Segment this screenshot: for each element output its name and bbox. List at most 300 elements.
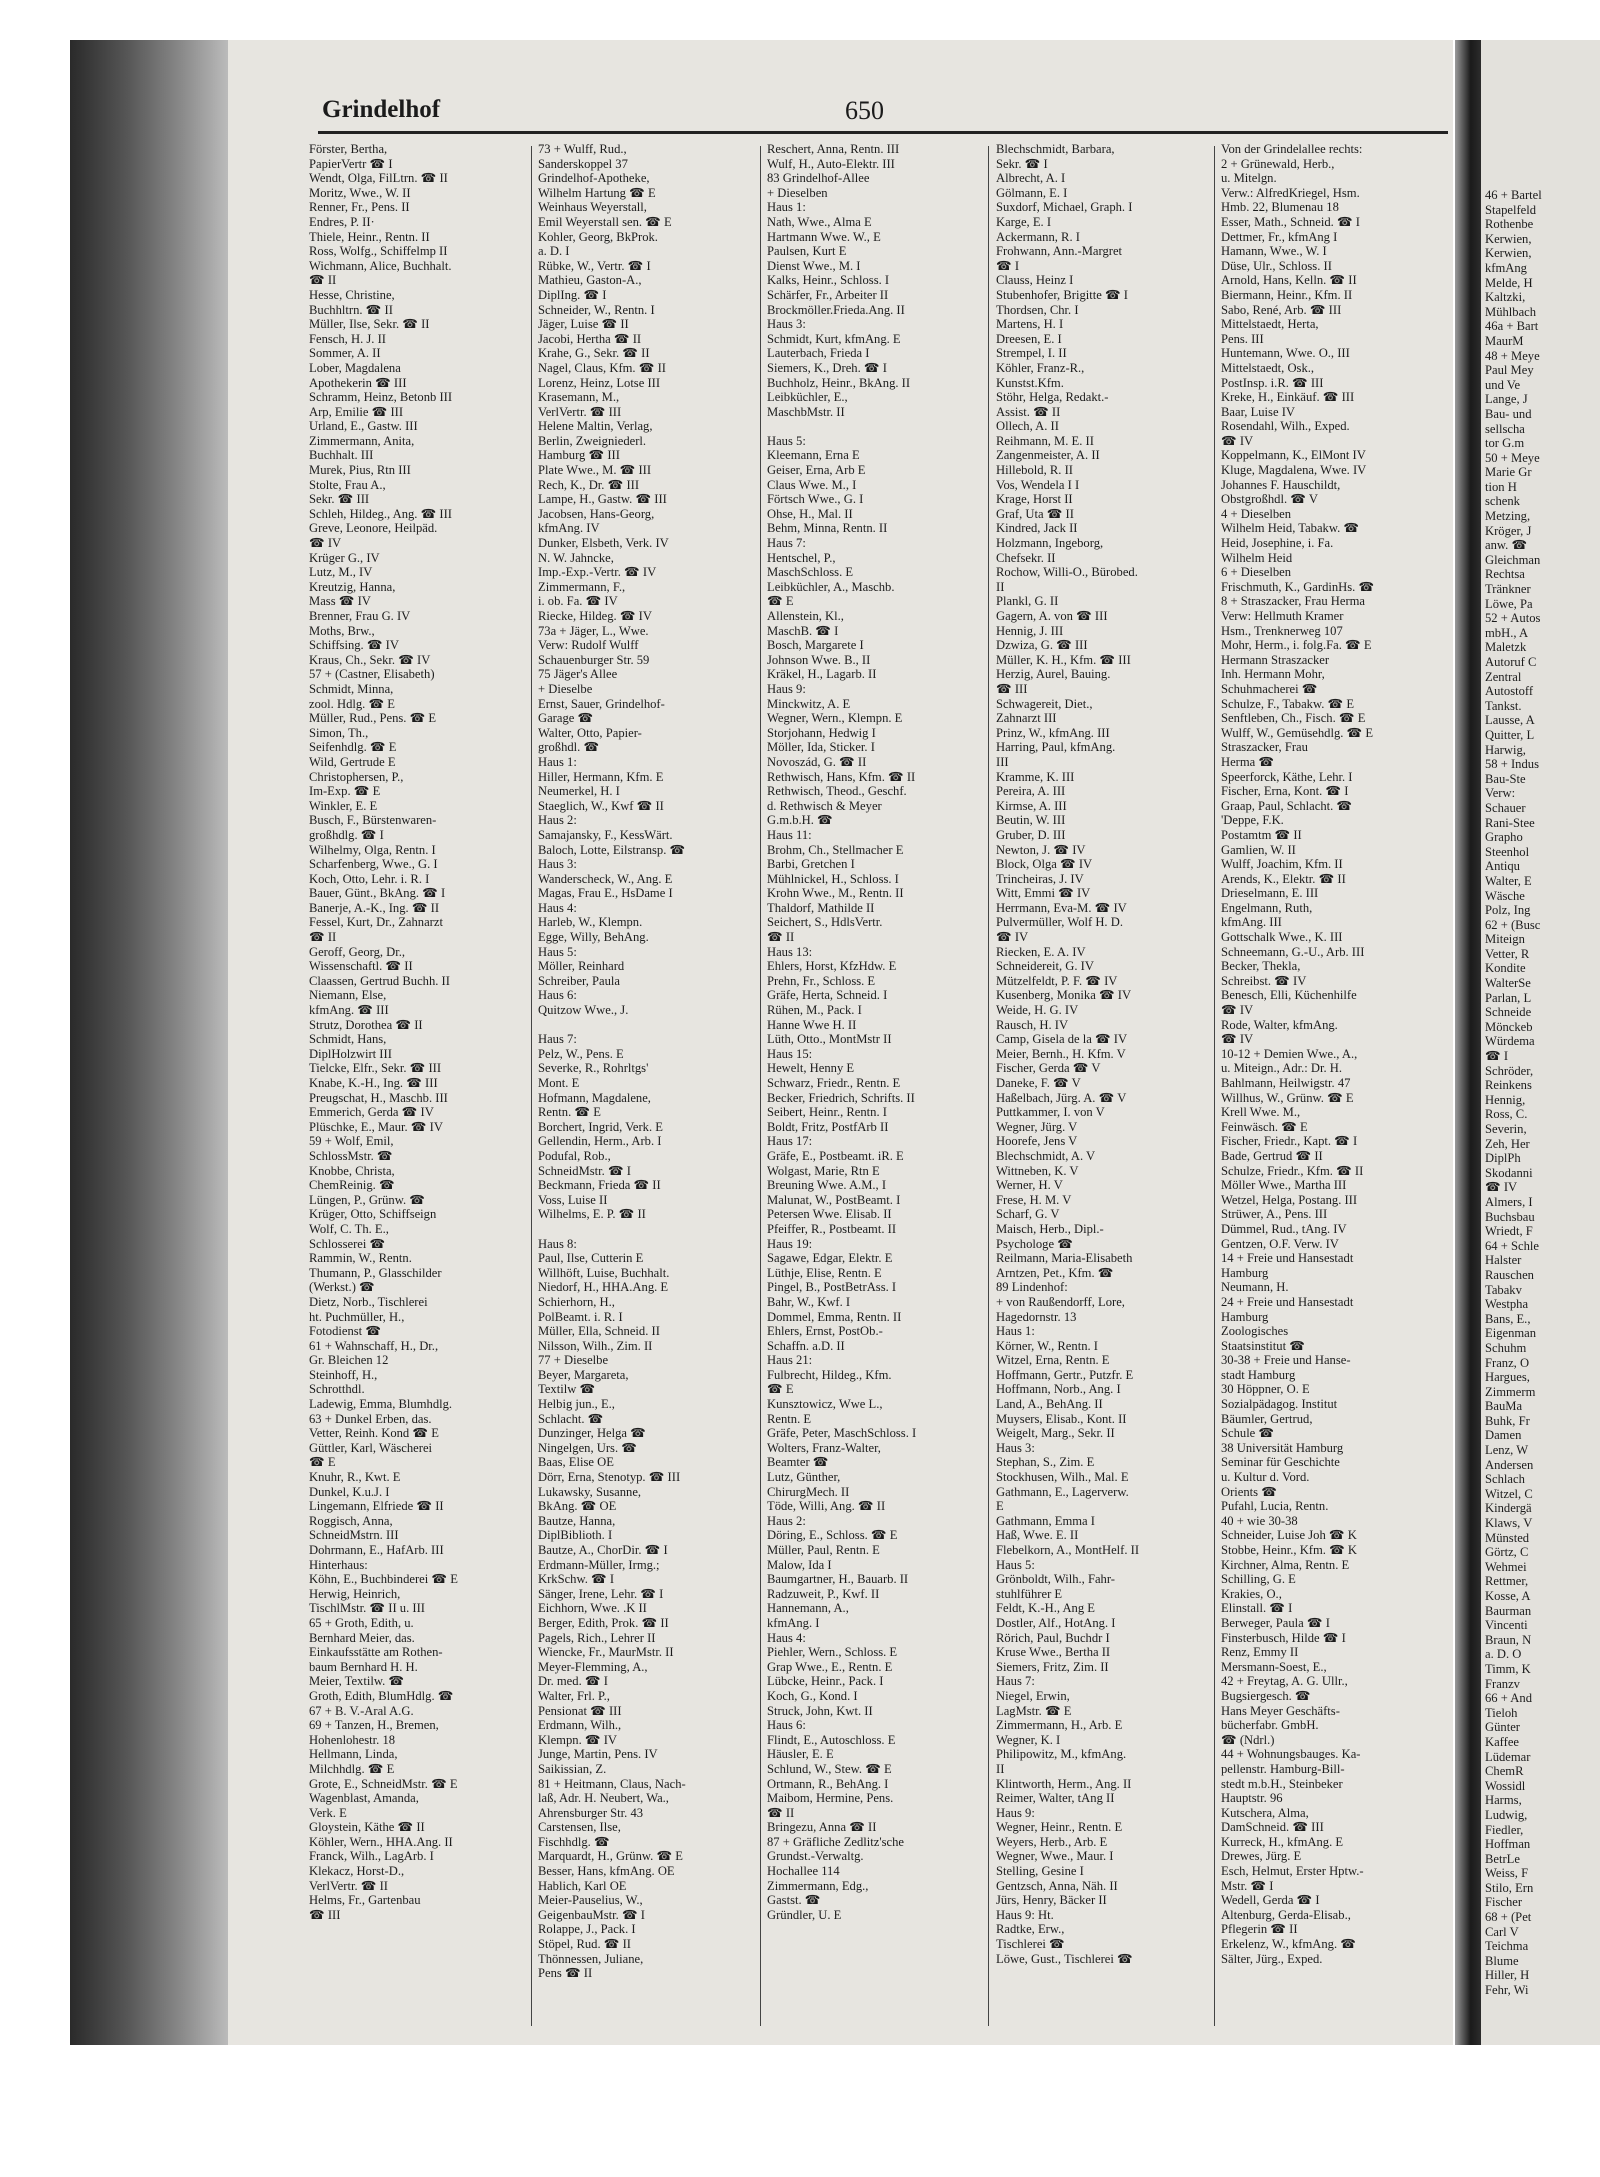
directory-entry-line: Schmidt, Hans, bbox=[309, 1032, 387, 1047]
directory-entry-line: Rettmer, bbox=[1485, 1574, 1529, 1589]
directory-entry-line: Haus 9: bbox=[996, 1805, 1035, 1820]
directory-entry-line: Drewes, Jürg. E bbox=[1221, 1849, 1302, 1864]
directory-entry-line: Verw: Hellmuth Kramer bbox=[1221, 609, 1344, 623]
directory-entry-line: 77 + Dieselbe bbox=[538, 1353, 609, 1368]
directory-entry-line: Beamter ☎ bbox=[767, 1455, 829, 1470]
directory-entry-line: Malow, Ida I bbox=[767, 1557, 832, 1572]
directory-entry-line: Krahe, G., Sekr. ☎ II bbox=[538, 346, 650, 361]
directory-entry-line: Feinwäsch. ☎ E bbox=[1221, 1119, 1308, 1134]
directory-columns bbox=[309, 142, 1449, 2022]
directory-entry-line: Kröger, J bbox=[1485, 523, 1532, 538]
directory-entry-line: DiplBiblioth. I bbox=[538, 1528, 613, 1543]
directory-entry-line: Huntemann, Wwe. O., III bbox=[1221, 346, 1350, 361]
directory-entry-line: Häusler, E. E bbox=[767, 1747, 834, 1762]
directory-entry-line: Land, A., BehAng. II bbox=[996, 1397, 1103, 1412]
directory-entry-line: Harring, Paul, kfmAng. bbox=[996, 740, 1116, 755]
directory-entry-line: Autoruf C bbox=[1485, 655, 1537, 669]
directory-entry-line: Saikissian, Z. bbox=[538, 1761, 607, 1776]
directory-entry-line: Von der Grindelallee rechts: bbox=[1221, 142, 1363, 156]
directory-entry-line: 44 + Wohnungsbauges. Ka- bbox=[1221, 1747, 1361, 1762]
directory-entry-line: Almers, I bbox=[1485, 1194, 1533, 1209]
directory-entry-line: Psychologe ☎ bbox=[996, 1236, 1073, 1251]
directory-entry-line: Graap, Paul, Schlacht. ☎ bbox=[1221, 798, 1353, 813]
directory-entry-line: Bäumler, Gertrud, bbox=[1221, 1411, 1313, 1426]
directory-entry-line: Dienst Wwe., M. I bbox=[767, 258, 861, 273]
directory-entry-line: großhdlg. ☎ I bbox=[309, 827, 384, 842]
directory-entry-line: Stephan, S., Zim. E bbox=[996, 1455, 1095, 1470]
directory-entry-line: Pagels, Rich., Lehrer II bbox=[538, 1630, 656, 1645]
directory-entry-line: Claassen, Gertrud Buchh. II bbox=[309, 973, 450, 988]
directory-entry-line: Haus 6: bbox=[538, 988, 577, 1003]
directory-entry-line: Riecken, E. A. IV bbox=[996, 944, 1086, 959]
directory-entry-line: stadt Hamburg bbox=[1221, 1367, 1296, 1382]
directory-entry-line: Kirmse, A. III bbox=[996, 798, 1067, 813]
directory-entry-line: 4 + Dieselben bbox=[1221, 506, 1292, 521]
directory-entry-line: Boldt, Fritz, PostfArb II bbox=[767, 1119, 889, 1134]
directory-entry-line: Schule ☎ bbox=[1221, 1426, 1275, 1441]
directory-entry-line: Mathieu, Gaston-A., bbox=[538, 273, 642, 288]
directory-entry-line: Wegner, Jürg. V bbox=[996, 1119, 1078, 1134]
directory-entry-line: Hannemann, A., bbox=[767, 1601, 849, 1616]
directory-entry-line: Sekr. ☎ III bbox=[309, 492, 370, 507]
directory-entry-line: Tankst. bbox=[1485, 698, 1522, 713]
directory-entry-line: Sälter, Jürg., Exped. bbox=[1221, 1951, 1323, 1966]
directory-entry-line: Hennig, bbox=[1485, 1092, 1526, 1107]
directory-entry-line: Kurreck, H., kfmAng. E bbox=[1221, 1834, 1344, 1849]
directory-entry-line: Gentzen, O.F. Verw. IV bbox=[1221, 1236, 1339, 1251]
directory-entry-line: Verk. E bbox=[309, 1805, 347, 1820]
directory-entry-line: Fischer, Gerda ☎ V bbox=[996, 1061, 1101, 1076]
directory-entry-line: Wegner, K. I bbox=[996, 1732, 1061, 1747]
directory-entry-line: Sozialpädagog. Institut bbox=[1221, 1397, 1338, 1412]
directory-entry-line: Albrecht, A. I bbox=[996, 171, 1066, 186]
directory-entry-line: Tränkner bbox=[1485, 582, 1531, 597]
directory-entry-line: Seminar für Geschichte bbox=[1221, 1455, 1340, 1470]
directory-entry-line: Pereira, A. III bbox=[996, 784, 1066, 799]
directory-entry-line: Erkelenz, W., kfmAng. ☎ bbox=[1221, 1937, 1356, 1952]
directory-entry-line: Dettmer, Fr., kfmAng I bbox=[1221, 229, 1338, 244]
directory-entry-line: Beckmann, Frieda ☎ II bbox=[538, 1178, 661, 1193]
directory-entry-line: Schreibst. ☎ IV bbox=[1221, 973, 1307, 988]
directory-entry-line: Gamlien, W. II bbox=[1221, 842, 1296, 857]
directory-entry-line: Haus 9: bbox=[767, 681, 806, 696]
directory-entry-line: Scharfenberg, Wwe., G. I bbox=[309, 857, 438, 872]
directory-entry-line: Verw: bbox=[1485, 786, 1516, 801]
directory-entry-line: Arp, Emilie ☎ III bbox=[309, 404, 404, 419]
directory-entry-line: Berweger, Paula ☎ I bbox=[1221, 1615, 1330, 1630]
directory-entry-line: TischlMstr. ☎ II u. III bbox=[309, 1601, 425, 1616]
directory-entry-line: ChemR bbox=[1485, 1764, 1524, 1779]
directory-entry-line: Fensch, H. J. II bbox=[309, 331, 386, 346]
directory-entry-line: Neumann, H. bbox=[1221, 1280, 1289, 1295]
directory-entry-line: Bade, Gertrud ☎ II bbox=[1221, 1148, 1323, 1163]
directory-entry-line: anw. ☎ bbox=[1485, 538, 1528, 553]
directory-entry-line: Kunsztowicz, Wwe L., bbox=[767, 1397, 883, 1412]
directory-entry-line: Kluge, Magdalena, Wwe. IV bbox=[1221, 463, 1367, 478]
directory-entry-line: Franz, O bbox=[1485, 1355, 1530, 1370]
directory-entry-line: Garage ☎ bbox=[538, 711, 594, 726]
directory-entry-line: Radtke, Erw., bbox=[996, 1922, 1065, 1937]
directory-entry-line: Bahr, W., Kwf. I bbox=[767, 1294, 851, 1309]
directory-entry-line: Grönboldt, Wilh., Fahr- bbox=[996, 1572, 1115, 1587]
directory-entry-line: MaschSchloss. E bbox=[767, 565, 854, 580]
directory-entry-line: Lutz, Günther, bbox=[767, 1470, 841, 1485]
directory-entry-line: Stöhr, Helga, Redakt.- bbox=[996, 390, 1109, 405]
directory-entry-line: Wulf, H., Auto-Elektr. III bbox=[767, 156, 895, 171]
directory-entry-line: Frese, H. M. V bbox=[996, 1192, 1072, 1207]
directory-entry-line: Haus 7: bbox=[538, 1032, 577, 1047]
directory-entry-line: Blume bbox=[1485, 1953, 1519, 1968]
directory-entry-line: Meyer-Flemming, A., bbox=[538, 1659, 648, 1674]
directory-entry-line: Dr. med. ☎ I bbox=[538, 1674, 608, 1689]
directory-entry-line: Leibküchler, E., bbox=[767, 390, 848, 405]
directory-entry-line: Haß, Wwe. E. II bbox=[996, 1528, 1079, 1543]
directory-entry-line: Baurman bbox=[1485, 1603, 1532, 1618]
directory-entry-line: Camp, Gisela de la ☎ IV bbox=[996, 1032, 1128, 1047]
directory-entry-line: Hewelt, Henny E bbox=[767, 1061, 855, 1076]
directory-entry-line: Quitzow Wwe., J. bbox=[538, 1003, 629, 1018]
directory-entry-line: Timm, K bbox=[1485, 1661, 1531, 1676]
directory-entry-line: Brohm, Ch., Stellmacher E bbox=[767, 842, 904, 857]
directory-entry-line: SchneidMstrn. III bbox=[309, 1528, 399, 1543]
directory-entry-line: Lausse, A bbox=[1485, 713, 1535, 728]
directory-entry-line: Schneemann, G.-U., Arb. III bbox=[1221, 944, 1365, 959]
directory-entry-line: Mützelfeldt, P. F. ☎ IV bbox=[996, 973, 1118, 988]
directory-entry-line: Schierhorn, H., bbox=[538, 1294, 615, 1309]
directory-entry-line: Nath, Wwe., Alma E bbox=[767, 214, 872, 229]
directory-entry-line: Gräfe, E., Postbeamt. iR. E bbox=[767, 1148, 904, 1163]
directory-entry-line: Hohenlohestr. 18 bbox=[309, 1732, 396, 1747]
directory-entry-line: Baar, Luise IV bbox=[1221, 404, 1295, 419]
directory-entry-line: VerlVertr. ☎ III bbox=[538, 404, 622, 419]
directory-entry-line: ☎ E bbox=[767, 1382, 794, 1397]
directory-entry-line: Carstensen, Ilse, bbox=[538, 1820, 621, 1835]
directory-entry-line: Emmerich, Gerda ☎ IV bbox=[309, 1105, 434, 1120]
directory-entry-line: Kleemann, Erna E bbox=[767, 448, 860, 463]
directory-entry-line: Carl V bbox=[1485, 1924, 1519, 1939]
directory-entry-line: Grap Wwe., E., Rentn. E bbox=[767, 1659, 893, 1674]
directory-entry-line: Förtsch Wwe., G. I bbox=[767, 492, 864, 507]
directory-entry-line: Feldt, K.-H., Ang E bbox=[996, 1601, 1095, 1616]
directory-entry-line: Thiele, Heinr., Rentn. II bbox=[309, 229, 430, 244]
directory-entry-line: Staatsinstitut ☎ bbox=[1221, 1338, 1305, 1353]
directory-entry-line: Scharf, G. V bbox=[996, 1207, 1060, 1222]
directory-entry-line: Krüger, Otto, Schiffseign bbox=[309, 1207, 437, 1222]
directory-entry-line: Koch, G., Kond. I bbox=[767, 1688, 858, 1703]
directory-entry-line: Haus 2: bbox=[767, 1513, 806, 1528]
directory-entry-line: BkAng. ☎ OE bbox=[538, 1499, 617, 1514]
directory-entry-line: Beyer, Margareta, bbox=[538, 1367, 629, 1382]
scan-margin bbox=[0, 0, 70, 2177]
directory-entry-line: Töde, Willi, Ang. ☎ II bbox=[767, 1499, 886, 1514]
directory-entry-line: Zimmermann, Anita, bbox=[309, 433, 415, 448]
directory-entry-line: Bau-Ste bbox=[1485, 771, 1526, 786]
directory-entry-line: Wiencke, Fr., MaurMstr. II bbox=[538, 1645, 674, 1660]
directory-entry-line: Elinstall. ☎ I bbox=[1221, 1601, 1293, 1616]
directory-entry-line: Strüwer, A., Pens. III bbox=[1221, 1207, 1328, 1222]
directory-entry-line: 67 + B. V.-Aral A.G. bbox=[309, 1703, 414, 1718]
directory-entry-line: Niedorf, H., HHA.Ang. E bbox=[538, 1280, 669, 1295]
directory-entry-line: ChemReinig. ☎ bbox=[309, 1178, 395, 1193]
directory-entry-line: Wolgast, Marie, Rtn E bbox=[767, 1163, 880, 1178]
directory-entry-line: Steinhoff, H., bbox=[309, 1367, 378, 1382]
directory-entry-line: Kreutzig, Hanna, bbox=[309, 579, 396, 594]
directory-entry-line: Apothekerin ☎ III bbox=[309, 375, 407, 390]
directory-entry-line: Prehn, Fr., Schloss. E bbox=[767, 973, 876, 988]
directory-entry-line: Busch, F., Bürstenwaren- bbox=[309, 813, 437, 828]
directory-entry-line: Staeglich, W., Kwf ☎ II bbox=[538, 798, 664, 813]
directory-entry-line: Möller, Ida, Sticker. I bbox=[767, 740, 875, 755]
directory-entry-line: Assist. ☎ II bbox=[996, 404, 1061, 419]
directory-entry-line: pellenstr. Hamburg-Bill- bbox=[1221, 1761, 1345, 1776]
directory-entry-line: Witzel, C bbox=[1485, 1486, 1533, 1501]
directory-entry-line: Schulze, Friedr., Kfm. ☎ II bbox=[1221, 1163, 1364, 1178]
directory-entry-line: Dümmel, Rud., tAng. IV bbox=[1221, 1221, 1347, 1236]
directory-entry-line: Jäger, Luise ☎ II bbox=[538, 317, 629, 332]
book-gutter bbox=[1455, 40, 1481, 2045]
directory-entry-line: Siemers, Fritz, Zim. II bbox=[996, 1659, 1109, 1674]
directory-entry-line: Nilsson, Wilh., Zim. II bbox=[538, 1338, 653, 1353]
directory-entry-line: Straszacker, Frau bbox=[1221, 740, 1308, 755]
directory-entry-line: Allenstein, Kl., bbox=[767, 609, 844, 623]
directory-entry-line: Müller, Ella, Schneid. II bbox=[538, 1324, 660, 1339]
directory-entry-line: Mersmann-Soest, E., bbox=[1221, 1659, 1327, 1674]
directory-entry-line: Rolappe, J., Pack. I bbox=[538, 1922, 636, 1937]
directory-entry-line: 89 Lindenhof: bbox=[996, 1280, 1068, 1295]
directory-entry-line: Inh. Hermann Mohr, bbox=[1221, 667, 1325, 682]
directory-entry-line: Haus 11: bbox=[767, 827, 812, 842]
directory-entry-line: Neumerkel, H. I bbox=[538, 784, 620, 799]
directory-entry-line: Haus 17: bbox=[767, 1134, 813, 1149]
directory-entry-line: Muysers, Elisab., Kont. II bbox=[996, 1411, 1127, 1426]
directory-entry-line: Thordsen, Chr. I bbox=[996, 302, 1079, 317]
directory-entry-line: Kerwien, bbox=[1485, 231, 1532, 246]
directory-entry-line: Schlosserei ☎ bbox=[309, 1236, 386, 1251]
directory-entry-line: ☎ IV bbox=[309, 536, 342, 551]
directory-entry-line: Weinhaus Weyerstall, bbox=[538, 200, 647, 215]
directory-entry-line: Schleh, Hildeg., Ang. ☎ III bbox=[309, 506, 453, 521]
directory-entry-line: Pufahl, Lucia, Rentn. bbox=[1221, 1499, 1329, 1514]
directory-entry-line: Strempel, I. II bbox=[996, 346, 1067, 361]
directory-entry-line: Baloch, Lotte, Eilstransp. ☎ bbox=[538, 842, 686, 857]
directory-entry-line: Wilhelms, E. P. ☎ II bbox=[538, 1207, 646, 1222]
directory-entry-line: Rammin, W., Rentn. bbox=[309, 1251, 412, 1266]
directory-entry-line: Dunkel, K.u.J. I bbox=[309, 1484, 390, 1499]
directory-entry-line: 65 + Groth, Edith, u. bbox=[309, 1615, 414, 1630]
directory-entry-line: Schiffsing. ☎ IV bbox=[309, 638, 399, 653]
directory-entry-line: Schlund, W., Stew. ☎ E bbox=[767, 1761, 892, 1776]
directory-entry-line: Kalks, Heinr., Schloss. I bbox=[767, 273, 890, 288]
directory-entry-line: ☎ E bbox=[767, 594, 794, 609]
directory-entry-line: Gleichman bbox=[1485, 552, 1541, 567]
directory-entry-line: Knobbe, Christa, bbox=[309, 1163, 395, 1178]
directory-entry-line: + von Raußendorff, Lore, bbox=[996, 1294, 1125, 1309]
directory-entry-line: MaschbMstr. II bbox=[767, 404, 845, 419]
directory-entry-line: Buchhltrn. ☎ II bbox=[309, 302, 393, 317]
directory-entry-line: Dietz, Norb., Tischlerei bbox=[309, 1294, 428, 1309]
directory-entry-line: Wilhelm Heid bbox=[1221, 550, 1293, 565]
column-1 bbox=[309, 142, 531, 2022]
directory-entry-line: Ross, Wolfg., Schiffelmp II bbox=[309, 244, 448, 259]
directory-entry-line: ☎ E bbox=[309, 1455, 336, 1470]
directory-entry-line: Schlacht. ☎ bbox=[538, 1411, 604, 1426]
directory-entry-line: Sommer, A. II bbox=[309, 346, 381, 361]
directory-entry-line: Murek, Pius, Rtn III bbox=[309, 463, 411, 478]
directory-entry-line: Buchholz, Heinr., BkAng. II bbox=[767, 375, 911, 390]
directory-entry-line: 8 + Straszacker, Frau Herma bbox=[1221, 594, 1366, 609]
directory-entry-line: Rörich, Paul, Buchdr I bbox=[996, 1630, 1110, 1645]
directory-entry-line: stedt m.b.H., Steinbeker bbox=[1221, 1776, 1343, 1791]
directory-entry-line: Block, Olga ☎ IV bbox=[996, 857, 1093, 872]
directory-entry-line: Mittelstaedt, Herta, bbox=[1221, 317, 1319, 332]
directory-entry-line: Severke, R., Rohrltgs' bbox=[538, 1061, 649, 1076]
directory-entry-line: Severin, bbox=[1485, 1122, 1527, 1136]
directory-entry-line: Polz, Ing bbox=[1485, 903, 1531, 918]
directory-entry-line: Ollech, A. II bbox=[996, 419, 1059, 434]
directory-entry-line: Claus Wwe. M., I bbox=[767, 477, 857, 492]
directory-entry-line: Graf, Uta ☎ II bbox=[996, 506, 1074, 521]
directory-entry-line: Sanderskoppel 37 bbox=[538, 156, 628, 171]
directory-entry-line: Puttkammer, I. von V bbox=[996, 1105, 1105, 1120]
directory-entry-line: Autostoff bbox=[1485, 684, 1534, 699]
directory-entry-line: Dohrmann, E., HafArb. III bbox=[309, 1543, 444, 1557]
directory-entry-line: Wegner, Wwe., Maur. I bbox=[996, 1849, 1114, 1864]
directory-entry-line: Buhk, Fr bbox=[1485, 1413, 1530, 1428]
facing-page-column bbox=[1485, 188, 1600, 2045]
directory-entry-line: Renz, Emmy II bbox=[1221, 1645, 1299, 1660]
directory-entry-line: Dzwiza, G. ☎ III bbox=[996, 638, 1088, 653]
directory-entry-line: Becker, Friedrich, Schrifts. II bbox=[767, 1090, 915, 1105]
directory-entry-line: 2 + Grünewald, Herb., bbox=[1221, 156, 1335, 171]
directory-entry-line: Kutschera, Alma, bbox=[1221, 1805, 1309, 1820]
directory-entry-line: Tischlerei ☎ bbox=[996, 1937, 1065, 1952]
directory-entry-line: Mont. E bbox=[538, 1076, 580, 1090]
directory-entry-line: Besser, Hans, kfmAng. OE bbox=[538, 1864, 675, 1879]
directory-entry-line: Herma ☎ bbox=[1221, 754, 1275, 769]
directory-entry-line: Willhöft, Luise, Buchhalt. bbox=[538, 1265, 670, 1280]
directory-entry-line: Esser, Math., Schneid. ☎ I bbox=[1221, 214, 1360, 229]
directory-entry-line: Wossidl bbox=[1485, 1778, 1526, 1793]
directory-entry-line: Gruber, D. III bbox=[996, 827, 1066, 842]
directory-entry-line: Rauschen bbox=[1485, 1267, 1534, 1282]
column-4 bbox=[996, 142, 1218, 2022]
directory-entry-line: Skodanni bbox=[1485, 1165, 1533, 1180]
directory-entry-line: Thumann, P., Glasschilder bbox=[309, 1265, 442, 1280]
directory-entry-line: Baumgartner, H., Bauarb. II bbox=[767, 1572, 909, 1587]
directory-entry-line: Ehlers, Horst, KfzHdw. E bbox=[767, 959, 897, 974]
directory-entry-line: Wilhelmy, Olga, Rentn. I bbox=[309, 842, 436, 857]
directory-entry-line: ☎ IV bbox=[1221, 1032, 1254, 1047]
directory-entry-line: Mönckeb bbox=[1485, 1019, 1533, 1034]
directory-entry-line: Radzuweit, P., Kwf. II bbox=[767, 1586, 880, 1601]
directory-entry-line: Johannes F. Hauschildt, bbox=[1221, 477, 1341, 492]
directory-entry-line: 63 + Dunkel Erben, das. bbox=[309, 1411, 432, 1426]
directory-entry-line: + Dieselbe bbox=[538, 681, 593, 696]
directory-entry-line: Arntzen, Pet., Kfm. ☎ bbox=[996, 1265, 1114, 1280]
directory-entry-line: Fischer, Friedr., Kapt. ☎ I bbox=[1221, 1134, 1358, 1149]
directory-entry-line: Pflegerin ☎ II bbox=[1221, 1922, 1298, 1937]
directory-entry-line: Roggisch, Anna, bbox=[309, 1513, 393, 1528]
directory-entry-line: Bauer, Günt., BkAng. ☎ I bbox=[309, 886, 446, 901]
directory-entry-line: Storjohann, Hedwig I bbox=[767, 725, 876, 740]
directory-entry-line: Reinkens bbox=[1485, 1078, 1532, 1093]
directory-entry-line: Dostler, Alf., HotAng. I bbox=[996, 1615, 1116, 1630]
directory-entry-line: Köhn, E., Buchbinderei ☎ E bbox=[309, 1572, 458, 1587]
directory-entry-line: Kraus, Ch., Sekr. ☎ IV bbox=[309, 652, 431, 667]
column-divider bbox=[760, 146, 761, 2026]
page-header bbox=[322, 96, 1447, 130]
directory-entry-line: baum Bernhard H. H. bbox=[309, 1659, 418, 1674]
directory-entry-line: Benesch, Elli, Küchenhilfe bbox=[1221, 988, 1357, 1003]
directory-entry-line: Orients ☎ bbox=[1221, 1484, 1277, 1499]
directory-entry-line: Wegner, Wern., Klempn. E bbox=[767, 711, 903, 726]
directory-entry-line: Finsterbusch, Hilde ☎ I bbox=[1221, 1630, 1346, 1645]
directory-entry-line: Heid, Josephine, i. Fa. bbox=[1221, 536, 1334, 551]
directory-entry-line: kfmAng. ☎ III bbox=[309, 1003, 389, 1018]
directory-entry-line: Hillebold, R. II bbox=[996, 463, 1073, 478]
directory-entry-line: Renner, Fr., Pens. II bbox=[309, 200, 410, 215]
directory-entry-line: Rentn. E bbox=[767, 1411, 812, 1426]
directory-entry-line: Bernhard Meier, das. bbox=[309, 1630, 415, 1645]
directory-entry-line: Gathmann, Emma I bbox=[996, 1513, 1095, 1528]
directory-entry-line: Tabakv bbox=[1485, 1282, 1522, 1297]
directory-entry-line: Pelz, W., Pens. E bbox=[538, 1046, 624, 1061]
directory-entry-line: Lüdemar bbox=[1485, 1749, 1531, 1764]
directory-entry-line: Wäsche bbox=[1485, 888, 1525, 903]
directory-entry-line: Rech, K., Dr. ☎ III bbox=[538, 477, 640, 492]
directory-entry-line: Brockmöller.Frieda.Ang. II bbox=[767, 302, 905, 317]
directory-entry-line: Stockhusen, Wilh., Mal. E bbox=[996, 1470, 1129, 1485]
directory-entry-line: Harleb, W., Klempn. bbox=[538, 915, 643, 930]
directory-entry-line: Magas, Frau E., HsDame I bbox=[538, 886, 673, 901]
directory-entry-line: Novoszád, G. ☎ II bbox=[767, 754, 867, 769]
directory-entry-line: Bans, E., bbox=[1485, 1311, 1531, 1326]
directory-entry-line: Koch, Otto, Lehr. i. R. I bbox=[309, 871, 430, 886]
directory-entry-line: Sänger, Irene, Lehr. ☎ I bbox=[538, 1586, 664, 1601]
directory-entry-line: Rode, Walter, kfmAng. bbox=[1221, 1017, 1338, 1032]
directory-entry-line: Schlach bbox=[1485, 1472, 1525, 1487]
directory-entry-line: Thönnessen, Juliane, bbox=[538, 1951, 644, 1966]
directory-entry-line: Baas, Elise OE bbox=[538, 1455, 614, 1470]
directory-entry-line: Rosendahl, Wilh., Exped. bbox=[1221, 419, 1350, 434]
directory-entry-line: Krakies, O., bbox=[1221, 1586, 1282, 1601]
directory-entry-line: Schramm, Heinz, Betonb III bbox=[309, 390, 453, 405]
directory-entry-line: Düse, Ulr., Schloss. II bbox=[1221, 258, 1332, 273]
page-number: 650 bbox=[845, 96, 884, 125]
directory-entry-line: Hoorefe, Jens V bbox=[996, 1134, 1078, 1149]
directory-entry-line: a. D. O bbox=[1485, 1647, 1522, 1662]
directory-entry-line: Reihmann, M. E. II bbox=[996, 433, 1094, 448]
directory-entry-line: Rani-Stee bbox=[1485, 815, 1535, 830]
directory-entry-line: Breuning Wwe. A.M., I bbox=[767, 1178, 887, 1193]
directory-entry-line: Plüschke, E., Maur. ☎ IV bbox=[309, 1119, 443, 1134]
directory-entry-line: Kruse Wwe., Bertha II bbox=[996, 1645, 1111, 1660]
directory-entry-line: II bbox=[996, 579, 1005, 594]
directory-entry-line: Hoffman bbox=[1485, 1837, 1531, 1852]
column-divider bbox=[988, 146, 989, 2026]
directory-entry-line: Melde, H bbox=[1485, 275, 1533, 290]
running-head: Grindelhof bbox=[322, 96, 441, 123]
directory-entry-line: Stapelfeld bbox=[1485, 202, 1537, 217]
directory-entry-line: WalterSe bbox=[1485, 976, 1531, 991]
directory-entry-line bbox=[538, 1222, 760, 1237]
directory-entry-line: Christophersen, P., bbox=[309, 769, 404, 784]
directory-entry-line: Esch, Helmut, Erster Hptw.- bbox=[1221, 1864, 1364, 1879]
directory-entry-line: Newton, J. ☎ IV bbox=[996, 842, 1086, 857]
facing-page bbox=[1481, 40, 1600, 2045]
directory-entry-line: Münsted bbox=[1485, 1530, 1530, 1545]
directory-entry-line: a. D. I bbox=[538, 244, 570, 259]
